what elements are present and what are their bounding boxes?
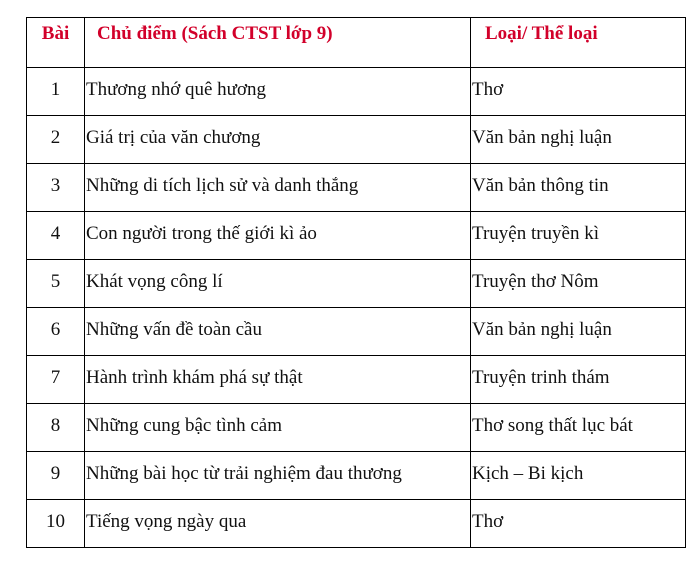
lesson-number: 5: [27, 260, 85, 308]
header-lesson-number: Bài: [27, 18, 85, 68]
table-row: [27, 404, 686, 452]
table-row: [27, 164, 686, 212]
table-row: [27, 212, 686, 260]
lesson-number: 9: [27, 452, 85, 500]
lesson-topic: Giá trị của văn chương: [85, 116, 471, 164]
lesson-genre: Thơ: [471, 68, 686, 116]
lesson-number: 8: [27, 404, 85, 452]
lesson-number: 6: [27, 308, 85, 356]
lesson-number: 7: [27, 356, 85, 404]
lesson-number: 2: [27, 116, 85, 164]
lesson-topic: Những cung bậc tình cảm: [85, 404, 471, 452]
table-header-row: [27, 18, 686, 68]
lesson-number: 3: [27, 164, 85, 212]
lesson-number: 1: [27, 68, 85, 116]
lesson-topic: Khát vọng công lí: [85, 260, 471, 308]
lesson-genre: Truyện thơ Nôm: [471, 260, 686, 308]
lesson-topic: Hành trình khám phá sự thật: [85, 356, 471, 404]
lesson-topic: Thương nhớ quê hương: [85, 68, 471, 116]
lesson-genre: Văn bản nghị luận: [471, 116, 686, 164]
table-row: [27, 500, 686, 548]
lesson-genre: Thơ: [471, 500, 686, 548]
table-row: [27, 308, 686, 356]
lesson-topic: Những vấn đề toàn cầu: [85, 308, 471, 356]
lesson-topic: Những di tích lịch sử và danh thắng: [85, 164, 471, 212]
table-row: [27, 116, 686, 164]
table-row: [27, 260, 686, 308]
lesson-topic: Tiếng vọng ngày qua: [85, 500, 471, 548]
lesson-genre: Thơ song thất lục bát: [471, 404, 686, 452]
lesson-number: 4: [27, 212, 85, 260]
lesson-table: [26, 17, 686, 548]
lesson-genre: Truyện truyền kì: [471, 212, 686, 260]
table-row: [27, 356, 686, 404]
header-topic: Chủ điểm (Sách CTST lớp 9): [85, 18, 471, 68]
lesson-genre: Kịch – Bi kịch: [471, 452, 686, 500]
lesson-genre: Văn bản nghị luận: [471, 308, 686, 356]
header-genre: Loại/ Thể loại: [471, 18, 686, 68]
lesson-number: 10: [27, 500, 85, 548]
table-row: [27, 452, 686, 500]
lesson-topic: Những bài học từ trải nghiệm đau thương: [85, 452, 471, 500]
lesson-genre: Văn bản thông tin: [471, 164, 686, 212]
lesson-topic: Con người trong thế giới kì ảo: [85, 212, 471, 260]
lesson-genre: Truyện trinh thám: [471, 356, 686, 404]
table-row: [27, 68, 686, 116]
